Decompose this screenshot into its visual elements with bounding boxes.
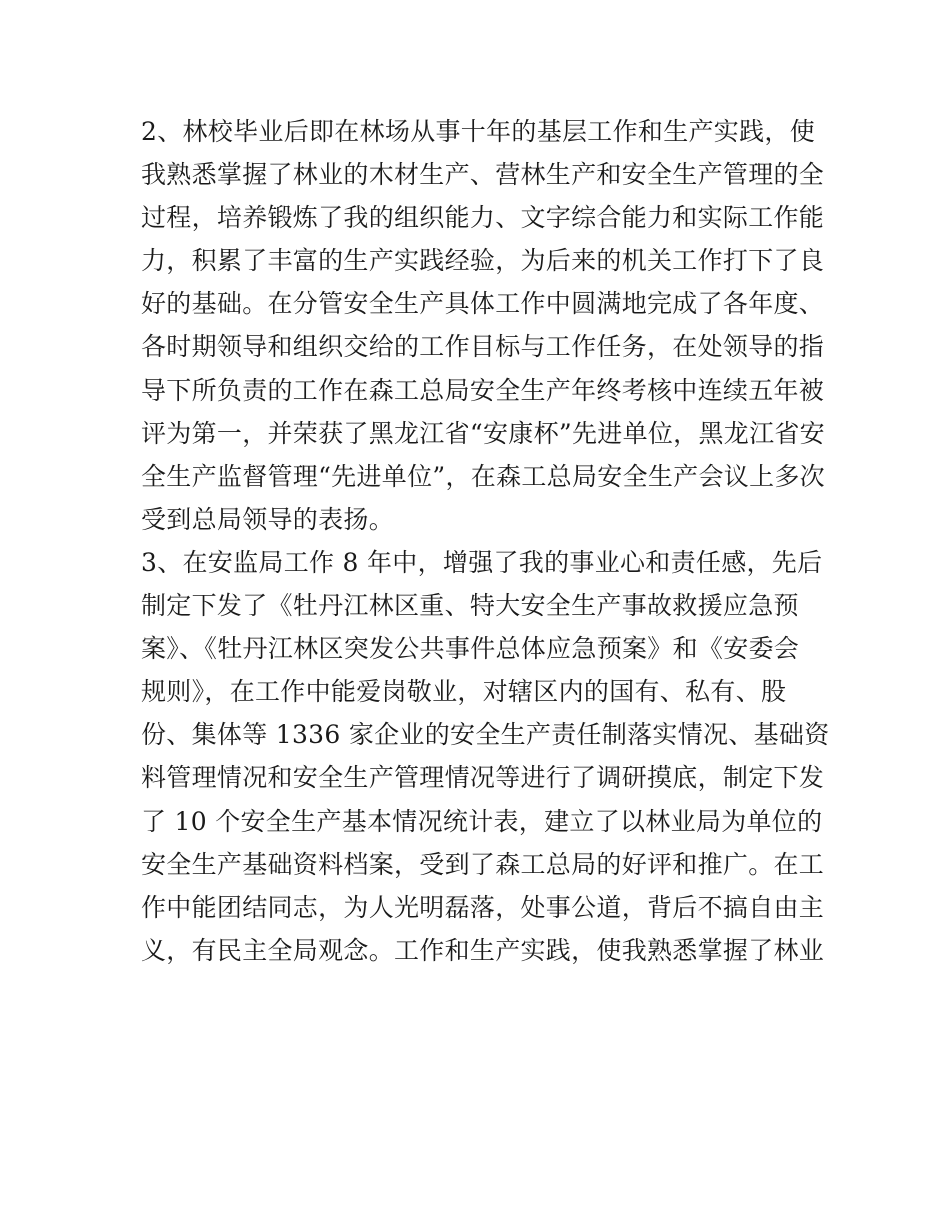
body-text <box>141 110 830 972</box>
text-line: 全生产监督管理“先进单位”，在森工总局安全生产会议上多次 <box>141 461 825 491</box>
text-line: 我熟悉掌握了林业的木材生产、营林生产和安全生产管理的全 <box>141 160 825 190</box>
text-line: 评为第一，并荣获了黑龙江省“安康杯”先进单位，黑龙江省安 <box>141 418 825 448</box>
text-line: 2、林校毕业后即在林场从事十年的基层工作和生产实践，使 <box>141 117 816 146</box>
text-line: 各时期领导和组织交给的工作目标与工作任务，在处领导的指 <box>141 332 825 362</box>
text-line: 好的基础。在分管安全生产具体工作中圆满地完成了各年度、 <box>141 289 825 319</box>
text-line: 作中能团结同志，为人光明磊落，处事公道，背后不搞自由主 <box>141 892 825 922</box>
text-line: 安全生产基础资料档案，受到了森工总局的好评和推广。在工 <box>141 849 825 879</box>
text-line: 料管理情况和安全生产管理情况等进行了调研摸底，制定下发 <box>141 763 825 793</box>
text-line: 规则》，在工作中能爱岗敬业，对辖区内的国有、私有、股 <box>141 677 787 707</box>
text-line: 份、集体等 1336 家企业的安全生产责任制落实情况、基础资 <box>141 720 830 750</box>
text-line: 制定下发了《牡丹江林区重、特大安全生产事故救援应急预 <box>141 591 799 621</box>
text-line: 过程，培养锻炼了我的组织能力、文字综合能力和实际工作能 <box>141 203 825 233</box>
text-line: 力，积累了丰富的生产实践经验，为后来的机关工作打下了良 <box>141 246 825 276</box>
text-line: 受到总局领导的表扬。 <box>141 504 395 534</box>
text-line: 义，有民主全局观念。工作和生产实践，使我熟悉掌握了林业 <box>141 935 825 965</box>
text-line: 了 10 个安全生产基本情况统计表，建立了以林业局为单位的 <box>141 806 823 836</box>
text-line: 3、在安监局工作 8 年中，增强了我的事业心和责任感，先后 <box>141 547 823 577</box>
text-line: 导下所负责的工作在森工总局安全生产年终考核中连续五年被 <box>141 375 825 405</box>
text-line: 案》、《牡丹江林区突发公共事件总体应急预案》和《安委会 <box>141 634 800 664</box>
